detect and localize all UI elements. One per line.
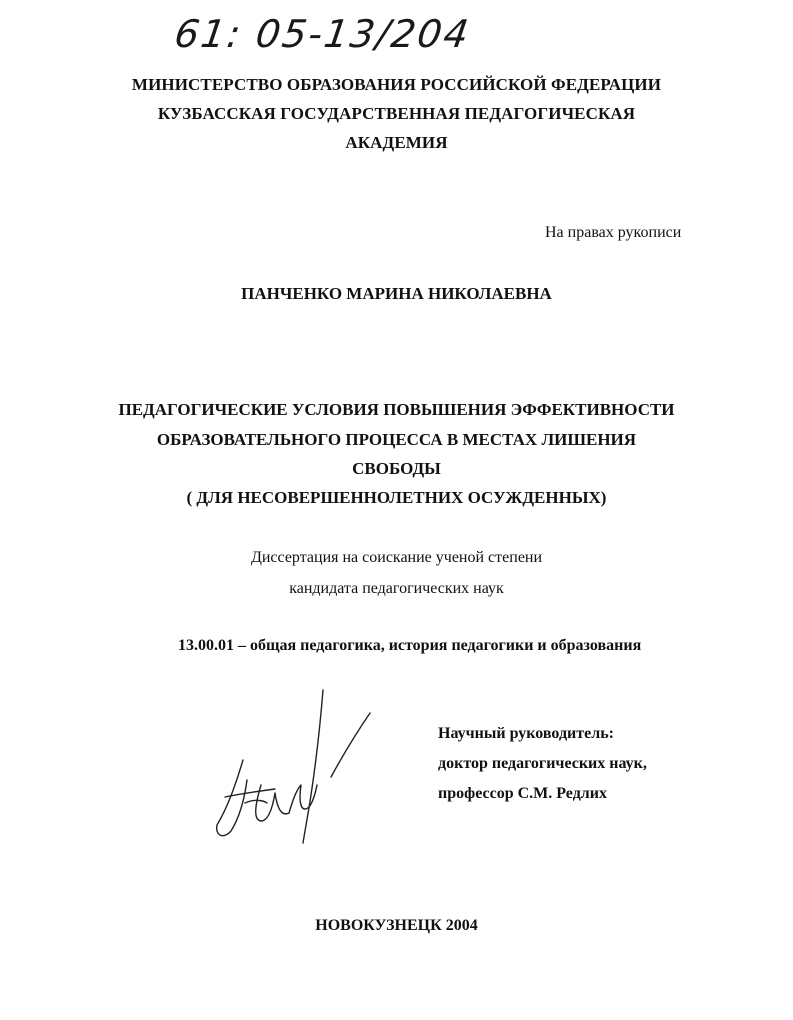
- manuscript-rights: На правах рукописи: [545, 224, 682, 241]
- degree-line-2: кандидата педагогических наук: [289, 580, 504, 597]
- degree-line-1: Диссертация на соискание ученой степени: [250, 549, 543, 566]
- title-line-3: СВОБОДЫ: [352, 459, 441, 478]
- header-academy: КУЗБАССКАЯ ГОСУДАРСТВЕННАЯ ПЕДАГОГИЧЕСКАЯ: [157, 104, 636, 123]
- supervisor-name: профессор С.М. Редлих: [438, 785, 607, 802]
- author-name: ПАНЧЕНКО МАРИНА НИКОЛАЕВНА: [241, 284, 552, 303]
- title-line-2: ОБРАЗОВАТЕЛЬНОГО ПРОЦЕССА В МЕСТАХ ЛИШЕНИЯ: [156, 430, 637, 449]
- title-line-4: ( ДЛЯ НЕСОВЕРШЕННОЛЕТНИХ ОСУЖДЕННЫХ): [186, 488, 607, 507]
- title-line-1: ПЕДАГОГИЧЕСКИЕ УСЛОВИЯ ПОВЫШЕНИЯ ЭФФЕКТИВНОСТИ: [118, 400, 675, 419]
- header-ministry: МИНИСТЕРСТВО ОБРАЗОВАНИЯ РОССИЙСКОЙ ФЕДЕРАЦИИ: [131, 75, 662, 94]
- supervisor-label: Научный руководитель:: [438, 725, 614, 742]
- header-academy-cont: АКАДЕМИЯ: [345, 133, 448, 152]
- supervisor-degree: доктор педагогических наук,: [438, 755, 647, 772]
- signature-image: [205, 685, 380, 855]
- city-year: НОВОКУЗНЕЦК 2004: [315, 917, 478, 934]
- archive-number: 61: 05-13/204: [171, 12, 474, 56]
- specialty: 13.00.01 – общая педагогика, история педагогики и образования: [178, 637, 642, 654]
